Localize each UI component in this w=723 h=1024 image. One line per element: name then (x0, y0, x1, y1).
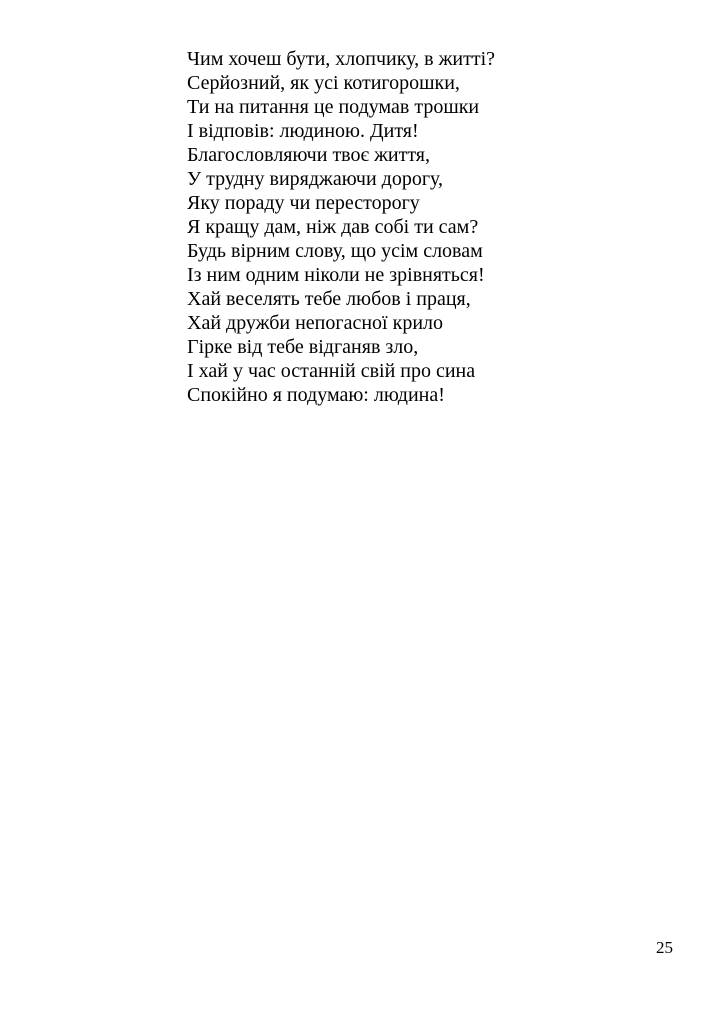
poem-line: Із ним одним ніколи не зрівняться! (187, 264, 485, 286)
poem-line: Хай дружби непогасної крило (187, 312, 444, 334)
poem-line: У трудну виряджаючи дорогу, (187, 168, 444, 190)
poem-line: Я кращу дам, ніж дав собі ти сам? (187, 216, 479, 238)
poem-line: Будь вірним слову, що усім словам (187, 240, 483, 262)
poem-line: Благословляючи твоє життя, (187, 144, 431, 166)
poem-line: Серйозний, як усі котигорошки, (187, 72, 460, 94)
poem-line: Хай веселять тебе любов і праця, (187, 288, 471, 310)
poem-line: Ти на питання це подумав трошки (187, 96, 480, 118)
poem-line: Чим хочеш бути, хлопчику, в житті? (187, 48, 496, 70)
poem-line: І відповів: людиною. Дитя! (187, 120, 419, 142)
poem-line: І хай у час останній свій про сина (187, 360, 476, 382)
poem (187, 47, 495, 407)
poem-line: Спокійно я подумаю: людина! (187, 384, 445, 406)
poem-line: Яку пораду чи пересторогу (187, 192, 420, 214)
page-number: 25 (656, 938, 673, 957)
poem-line: Гірке від тебе відганяв зло, (187, 336, 419, 358)
